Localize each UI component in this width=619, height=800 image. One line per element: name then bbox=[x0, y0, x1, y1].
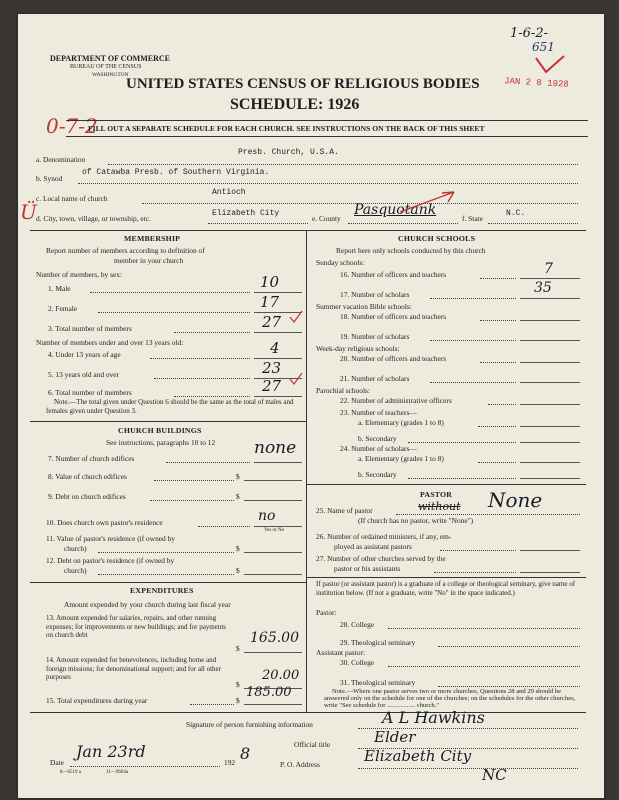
q15-value: 185.00 bbox=[246, 685, 292, 700]
q11-dollar: $ bbox=[236, 544, 240, 553]
q20-label: 20. Number of officers and teachers bbox=[340, 354, 447, 363]
official-title-label: Official title bbox=[294, 740, 331, 749]
q2-label: 2. Female bbox=[48, 304, 78, 313]
year-value: 8 bbox=[240, 744, 251, 763]
q11-label-2: church) bbox=[64, 544, 87, 553]
q10-label: 10. Does church own pastor's residence bbox=[46, 518, 163, 527]
q26-label: 26. Number of ordained ministers, if any, em- bbox=[316, 532, 452, 541]
bureau-label: BUREAU OF THE CENSUS bbox=[70, 64, 142, 70]
instruction-banner: FILL OUT A SEPARATE SCHEDULE FOR EACH CHURCH. SEE INSTRUCTIONS ON THE BACK OF THIS SHEET bbox=[88, 124, 485, 133]
q17-label: 17. Number of scholars bbox=[340, 290, 410, 299]
q12-label-2: church) bbox=[64, 566, 87, 575]
q7-value: none bbox=[254, 438, 297, 458]
expenditures-intro: Amount expended by your church during last fiscal year bbox=[64, 600, 231, 609]
synod-value: of Catawba Presb. of Southern Virginia. bbox=[82, 168, 270, 177]
q5-value: 23 bbox=[262, 359, 282, 377]
q18-label: 18. Number of officers and teachers bbox=[340, 312, 447, 321]
denomination-value: Presb. Church, U.S.A. bbox=[238, 148, 339, 157]
q14-label: 14. Amount expended for benevolences, including home and foreign missions; for denominational support; and for all other purposes bbox=[46, 656, 221, 681]
top-right-annotation: 1-6-2- bbox=[510, 26, 548, 41]
q31-label: 31. Theological seminary bbox=[340, 678, 416, 687]
pastor-heading: PASTOR bbox=[420, 490, 453, 499]
city-label: WASHINGTON bbox=[92, 72, 129, 78]
received-date-stamp: JAN 2 8 1928 bbox=[503, 76, 570, 90]
q12-label: 12. Debt on pastor's residence (if owned by bbox=[46, 556, 175, 565]
q17-value: 35 bbox=[534, 280, 552, 296]
q11-label: 11. Value of pastor's residence (if owned by bbox=[46, 534, 175, 543]
local-name-label: c. Local name of church bbox=[36, 194, 108, 203]
q7-label: 7. Number of church edifices bbox=[48, 454, 135, 463]
parochial-schools-label: Parochial schools: bbox=[316, 386, 370, 395]
q12-dollar: $ bbox=[236, 566, 240, 575]
schools-intro: Report here only schools conducted by this church bbox=[336, 246, 486, 255]
po-address-value-2: NC bbox=[482, 766, 507, 784]
q14-value: 20.00 bbox=[262, 668, 300, 683]
local-name-value: Antioch bbox=[212, 188, 246, 197]
yes-no-hint: Yes or No bbox=[264, 528, 285, 533]
schedule-title: SCHEDULE: 1926 bbox=[230, 96, 360, 113]
q13-value: 165.00 bbox=[250, 630, 299, 646]
q3-label: 3. Total number of members bbox=[48, 324, 132, 333]
denomination-label: a. Denomination bbox=[36, 155, 86, 164]
q26-label-2: ployed as assistant pastors bbox=[334, 542, 412, 551]
city-field-value: Elizabeth City bbox=[212, 209, 280, 218]
q19-label: 19. Number of scholars bbox=[340, 332, 410, 341]
date-value: Jan 23rd bbox=[76, 742, 146, 761]
red-check-mark bbox=[534, 54, 566, 76]
q25-struck-text: without bbox=[418, 500, 461, 513]
q27-label-2: pastor or his assistants bbox=[334, 564, 401, 573]
buildings-intro: See instructions, paragraphs 10 to 12 bbox=[106, 438, 216, 447]
expenditures-heading: EXPENDITURES bbox=[130, 586, 194, 595]
q9-label: 9. Debt on church edifices bbox=[48, 492, 126, 501]
form-code: 8—6519 a bbox=[60, 770, 81, 775]
pastor-note: Note.—Where one pastor serves two or more churches, Questions 28 and 29 should be answered only on the schedule for one of the churches; on the schedules for the other churches, write "See schedule for ................. church." bbox=[324, 688, 576, 710]
pastor-label: Pastor: bbox=[316, 608, 337, 617]
q25-label: 25. Name of pastor bbox=[316, 506, 373, 515]
red-arrow-mark bbox=[398, 190, 458, 214]
county-label: e. County bbox=[312, 214, 341, 223]
q3-value: 27 bbox=[262, 313, 282, 331]
q21-label: 21. Number of scholars bbox=[340, 374, 410, 383]
state-value: N.C. bbox=[506, 209, 526, 218]
schools-heading: CHURCH SCHOOLS bbox=[398, 234, 476, 243]
q22-label: 22. Number of administrative officers bbox=[340, 396, 452, 405]
form-title: UNITED STATES CENSUS OF RELIGIOUS BODIES bbox=[126, 76, 480, 92]
q9-dollar: $ bbox=[236, 492, 240, 501]
weekday-schools-label: Week-day religious schools: bbox=[316, 344, 400, 353]
q5-label: 5. 13 years old and over bbox=[48, 370, 120, 379]
membership-heading: MEMBERSHIP bbox=[124, 234, 181, 243]
signature-value: A L Hawkins bbox=[382, 708, 485, 727]
q30-label: 30. College bbox=[340, 658, 375, 667]
form-code-2: 11—9664a bbox=[106, 770, 129, 775]
q29-label: 29. Theological seminary bbox=[340, 638, 416, 647]
date-label: Date bbox=[50, 758, 64, 767]
sunday-schools-label: Sunday schools: bbox=[316, 258, 365, 267]
year-prefix: 192 bbox=[224, 758, 236, 767]
q23-label: 23. Number of teachers— bbox=[340, 408, 417, 417]
po-address-label: P. O. Address bbox=[280, 760, 320, 769]
city-field-label: d. City, town, village, or township, etc. bbox=[36, 214, 151, 223]
q16-value: 7 bbox=[544, 261, 553, 277]
summer-schools-label: Summer vacation Bible schools: bbox=[316, 302, 412, 311]
state-label: f. State bbox=[462, 214, 483, 223]
members-by-age-label: Number of members under and over 13 years old: bbox=[36, 338, 184, 347]
schedule-number: 651 bbox=[532, 40, 555, 54]
q13-label: 13. Amount expended for salaries, repairs, and other running expenses; for improvements or new buildings; and for payments on church debt bbox=[46, 614, 227, 639]
q4-label: 4. Under 13 years of age bbox=[48, 350, 121, 359]
q13-dollar: $ bbox=[236, 644, 240, 653]
q2-value: 17 bbox=[260, 293, 280, 311]
code-annotation: 0-7-2 bbox=[46, 114, 98, 138]
q27-label: 27. Number of other churches served by the bbox=[316, 554, 446, 563]
official-title-value: Elder bbox=[374, 728, 416, 746]
q10-value: no bbox=[258, 508, 276, 524]
signature-label: Signature of person furnishing information bbox=[186, 720, 313, 729]
membership-intro: Report number of members according to definition of bbox=[46, 246, 205, 255]
county-value: Pasquotank bbox=[354, 202, 437, 218]
q16-label: 16. Number of officers and teachers bbox=[340, 270, 447, 279]
margin-mark: Ü bbox=[20, 200, 37, 224]
q15-dollar: $ bbox=[236, 696, 240, 705]
q23b-label: b. Secondary bbox=[358, 434, 397, 443]
q24a-label: a. Elementary (grades 1 to 8) bbox=[358, 454, 444, 463]
q25-hint: (If church has no pastor, write "None") bbox=[358, 516, 474, 525]
department-label: DEPARTMENT OF COMMERCE bbox=[50, 54, 171, 63]
census-schedule-sheet bbox=[18, 14, 604, 798]
q1-value: 10 bbox=[260, 273, 280, 291]
q15-label: 15. Total expenditures during year bbox=[46, 696, 148, 705]
q6-check-mark bbox=[288, 372, 304, 386]
q28-label: 28. College bbox=[340, 620, 375, 629]
q8-label: 8. Value of church edifices bbox=[48, 472, 127, 481]
q24b-label: b. Secondary bbox=[358, 470, 397, 479]
membership-intro-2: member in your church bbox=[114, 256, 184, 265]
assistant-pastor-label: Assistant pastor: bbox=[316, 648, 366, 657]
q4-value: 4 bbox=[270, 339, 280, 357]
q23a-label: a. Elementary (grades 1 to 8) bbox=[358, 418, 444, 427]
q8-dollar: $ bbox=[236, 472, 240, 481]
q3-check-mark bbox=[288, 310, 304, 324]
membership-note: Note.—The total given under Question 6 should be the same as the total of males and females given under Question 3. bbox=[46, 398, 294, 415]
po-address-value: Elizabeth City bbox=[364, 747, 472, 765]
q1-label: 1. Male bbox=[48, 284, 71, 293]
synod-label: b. Synod bbox=[36, 174, 63, 183]
buildings-heading: CHURCH BUILDINGS bbox=[118, 426, 202, 435]
members-by-sex-label: Number of members, by sex: bbox=[36, 270, 122, 279]
q6-value: 27 bbox=[262, 377, 282, 395]
q25-value: None bbox=[488, 488, 543, 512]
q6-label: 6. Total number of members bbox=[48, 388, 132, 397]
q14-dollar: $ bbox=[236, 680, 240, 689]
q24-label: 24. Number of scholars— bbox=[340, 444, 417, 453]
graduate-note: If pastor (or assistant pastor) is a graduate of a college or theological seminary, give name of institution below. (If not a graduate, write "No" in the space indicated.) bbox=[316, 580, 576, 597]
